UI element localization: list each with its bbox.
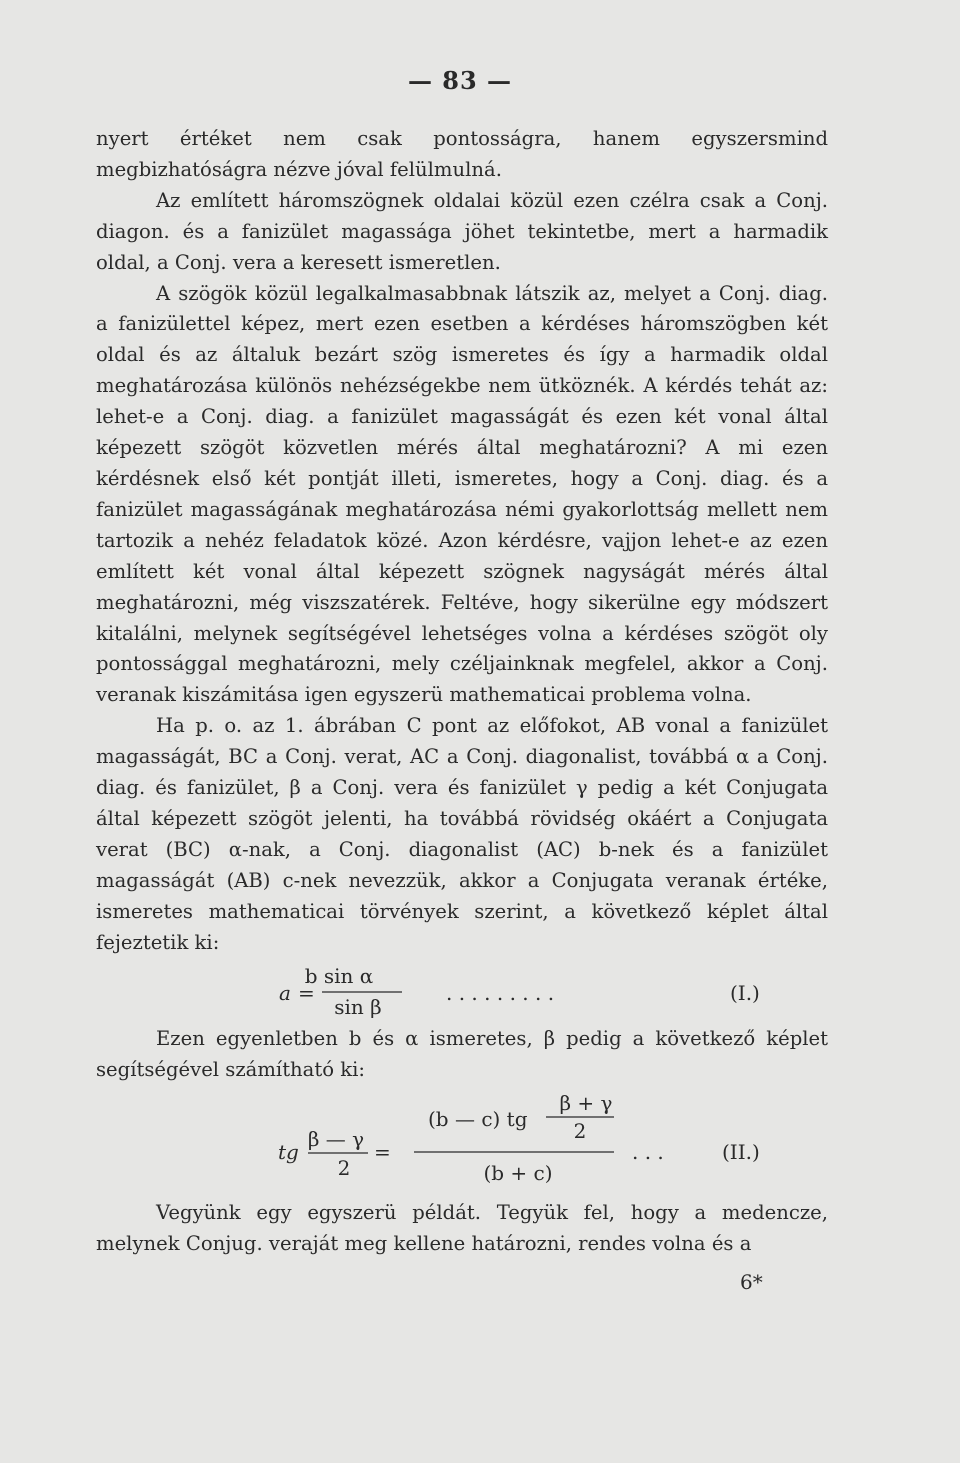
paragraph-6: Vegyünk egy egyszerü példát. Tegyük fel, hogy a medencze, melynek Conjug. veraját meg kellene határozni, rendes volna és a — [96, 1201, 828, 1256]
paragraph-1: nyert értéket nem csak pontosságra, hanem egyszersmind megbizhatóságra nézve jóval felülmulná. — [96, 127, 828, 181]
formula-1-graphic — [96, 960, 828, 1022]
formula-1-numerator: b sin α — [304, 964, 374, 989]
formula-2-lhs-numerator: β — γ — [307, 1127, 365, 1152]
signature-mark: 6* — [740, 1270, 763, 1294]
formula-2 — [96, 1092, 828, 1194]
body-text — [96, 124, 828, 1260]
formula-2-dots: . . . — [632, 1140, 664, 1165]
formula-2-rhs-denominator: (b + c) — [483, 1161, 553, 1186]
formula-2-tg: tg — [278, 1140, 299, 1165]
formula-1-lhs: a — [279, 981, 291, 1006]
formula-1-denominator: sin β — [334, 995, 382, 1020]
formula-1-label: (I.) — [730, 981, 760, 1006]
paragraph-5: Ezen egyenletben b és α ismeretes, β pedig a következő képlet segítségével számítható ki: — [96, 1027, 828, 1082]
formula-2-inner-numerator: β + γ — [559, 1091, 613, 1116]
formula-2-label: (II.) — [722, 1140, 760, 1165]
formula-2-lhs-denominator: 2 — [337, 1156, 351, 1181]
paragraph-3: A szögök közül legalkalmasabbnak látszik az, melyet a Conj. diag. a fanizülettel képez, mert ezen esetben a kérdéses háromszögben két oldal és az általuk bezárt szög ismeretes és így a harmadik oldal meghatározása különös nehézségekbe nem ütköznék. A kérdés tehát az: lehet-e a Conj. diag. a fanizület magasságát és ezen két vonal által képezett szögöt közvetlen mérés által meghatározni? A mi ezen kérdésnek első két pontját illeti, ismeretes, hogy a Conj. diag. és a fanizület magasságának meghatározása némi gyakorlottság mellett nem tartozik a nehéz feladatok közé. Azon kérdésre, vajjon lehet-e az ezen említett két vonal által képezett szögnek nagyságát mérés által meghatározni, még viszszatérek. Feltéve, hogy sikerülne egy módszert kitalálni, melynek segítségével lehetséges volna a kérdéses szögöt oly pontossággal meghatározni, mely czéljainknak megfelel, akkor a Conj. veranak kiszámitása igen egyszerü mathematicai problema volna. — [96, 281, 828, 707]
formula-1-equals: = — [298, 981, 315, 1006]
formula-2-equals: = — [374, 1140, 391, 1165]
page-number: — 83 — — [407, 66, 513, 95]
formula-1-dots: . . . . . . . . . — [446, 981, 555, 1006]
paragraph-4: Ha p. o. az 1. ábrában C pont az előfokot, AB vonal a fanizület magasságát, BC a Conj. verat, AC a Conj. diagonalist, továbbá α a Conj. diag. és fanizület, β a Conj. vera és fanizület γ pedig a két Conjugata által képezett szögöt jelenti, ha továbbá rövidség okáért a Conjugata verat (BC) α-nak, a Conj. diagonalist (AC) b-nek és a fanizület magasságát (AB) c-nek nevezzük, akkor a Conjugata veranak értéke, ismeretes mathematicai törvények szerint, a következő képlet által fejeztetik ki: — [96, 714, 828, 954]
formula-2-graphic — [96, 1092, 828, 1194]
formula-1 — [96, 960, 828, 1022]
formula-2-inner-denominator: 2 — [573, 1119, 587, 1144]
paragraph-2: Az említett háromszögnek oldalai közül ezen czélra csak a Conj. diagon. és a fanizület magassága jöhet tekintetbe, mert a harmadik oldal, a Conj. vera a keresett ismeretlen. — [96, 188, 828, 274]
formula-2-rhs-prefix: (b — c) tg — [428, 1107, 528, 1132]
